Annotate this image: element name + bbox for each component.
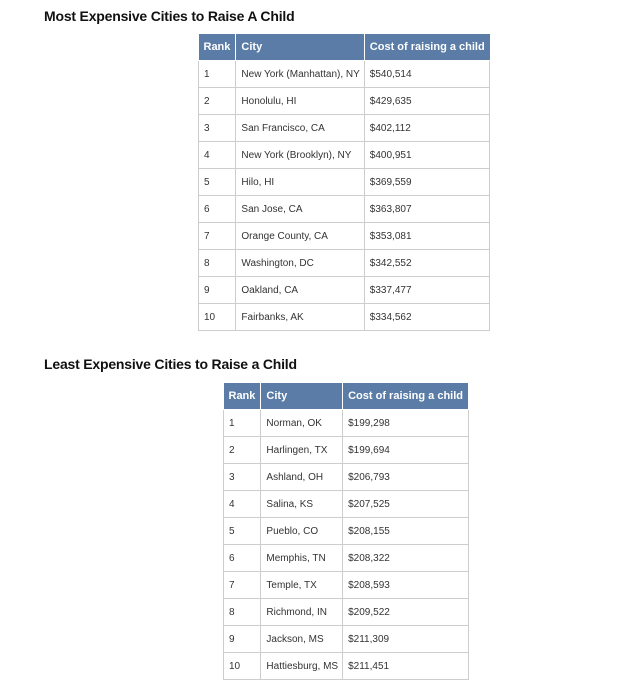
- cost-cell: $400,951: [364, 142, 489, 169]
- city-cell: Hattiesburg, MS: [261, 653, 343, 680]
- table-row: [224, 464, 469, 491]
- cost-cell: $429,635: [364, 88, 489, 115]
- cost-cell: $211,309: [343, 626, 468, 653]
- rank-cell: 9: [224, 626, 261, 653]
- cost-cell: $208,593: [343, 572, 468, 599]
- cost-cell: $402,112: [364, 115, 489, 142]
- most-expensive-heading: Most Expensive Cities to Raise A Child: [44, 8, 295, 24]
- cost-cell: $540,514: [364, 61, 489, 88]
- city-cell: Orange County, CA: [236, 223, 364, 250]
- city-cell: San Jose, CA: [236, 196, 364, 223]
- table-header-row: [199, 34, 490, 61]
- cost-cell: $199,694: [343, 437, 468, 464]
- table-row: [224, 437, 469, 464]
- table-row: [199, 169, 490, 196]
- cost-cell: $334,562: [364, 304, 489, 331]
- city-column-header: City: [261, 383, 343, 410]
- rank-cell: 6: [199, 196, 236, 223]
- cost-cell: $208,322: [343, 545, 468, 572]
- table-row: [224, 410, 469, 437]
- rank-column-header: Rank: [224, 383, 261, 410]
- cost-cell: $209,522: [343, 599, 468, 626]
- cost-cell: $211,451: [343, 653, 468, 680]
- city-cell: Richmond, IN: [261, 599, 343, 626]
- cost-cell: $206,793: [343, 464, 468, 491]
- city-cell: Ashland, OH: [261, 464, 343, 491]
- city-cell: Pueblo, CO: [261, 518, 343, 545]
- table-row: [199, 61, 490, 88]
- city-cell: Hilo, HI: [236, 169, 364, 196]
- rank-cell: 8: [224, 599, 261, 626]
- cost-cell: $208,155: [343, 518, 468, 545]
- rank-cell: 2: [224, 437, 261, 464]
- city-cell: Washington, DC: [236, 250, 364, 277]
- table-row: [224, 626, 469, 653]
- rank-cell: 3: [199, 115, 236, 142]
- table-row: [224, 545, 469, 572]
- rank-cell: 6: [224, 545, 261, 572]
- table-row: [199, 250, 490, 277]
- least-expensive-heading: Least Expensive Cities to Raise a Child: [44, 356, 297, 372]
- city-cell: Honolulu, HI: [236, 88, 364, 115]
- city-cell: Harlingen, TX: [261, 437, 343, 464]
- city-cell: Memphis, TN: [261, 545, 343, 572]
- rank-cell: 10: [224, 653, 261, 680]
- table-row: [199, 277, 490, 304]
- table-row: [199, 196, 490, 223]
- city-cell: New York (Manhattan), NY: [236, 61, 364, 88]
- cost-cell: $337,477: [364, 277, 489, 304]
- cost-column-header: Cost of raising a child: [343, 383, 468, 410]
- least-expensive-table: [223, 383, 469, 680]
- rank-cell: 4: [224, 491, 261, 518]
- rank-cell: 9: [199, 277, 236, 304]
- rank-cell: 1: [224, 410, 261, 437]
- rank-cell: 10: [199, 304, 236, 331]
- most-expensive-table: [198, 34, 490, 331]
- table-row: [224, 599, 469, 626]
- cost-cell: $363,807: [364, 196, 489, 223]
- city-cell: Temple, TX: [261, 572, 343, 599]
- least-expensive-table-body: [224, 410, 469, 680]
- rank-column-header: Rank: [199, 34, 236, 61]
- cost-cell: $353,081: [364, 223, 489, 250]
- city-cell: Fairbanks, AK: [236, 304, 364, 331]
- rank-cell: 7: [224, 572, 261, 599]
- table-header-row: [224, 383, 469, 410]
- most-expensive-table-body: [199, 61, 490, 331]
- rank-cell: 1: [199, 61, 236, 88]
- rank-cell: 7: [199, 223, 236, 250]
- table-row: [224, 653, 469, 680]
- rank-cell: 8: [199, 250, 236, 277]
- rank-cell: 3: [224, 464, 261, 491]
- table-row: [224, 572, 469, 599]
- table-row: [224, 491, 469, 518]
- rank-cell: 4: [199, 142, 236, 169]
- city-cell: New York (Brooklyn), NY: [236, 142, 364, 169]
- city-cell: Jackson, MS: [261, 626, 343, 653]
- city-cell: Oakland, CA: [236, 277, 364, 304]
- rank-cell: 5: [224, 518, 261, 545]
- cost-cell: $199,298: [343, 410, 468, 437]
- city-cell: Norman, OK: [261, 410, 343, 437]
- table-row: [199, 304, 490, 331]
- city-cell: Salina, KS: [261, 491, 343, 518]
- table-row: [199, 142, 490, 169]
- cost-cell: $342,552: [364, 250, 489, 277]
- table-row: [199, 88, 490, 115]
- rank-cell: 2: [199, 88, 236, 115]
- city-column-header: City: [236, 34, 364, 61]
- cost-column-header: Cost of raising a child: [364, 34, 489, 61]
- rank-cell: 5: [199, 169, 236, 196]
- cost-cell: $207,525: [343, 491, 468, 518]
- table-row: [199, 115, 490, 142]
- table-row: [224, 518, 469, 545]
- city-cell: San Francisco, CA: [236, 115, 364, 142]
- cost-cell: $369,559: [364, 169, 489, 196]
- table-row: [199, 223, 490, 250]
